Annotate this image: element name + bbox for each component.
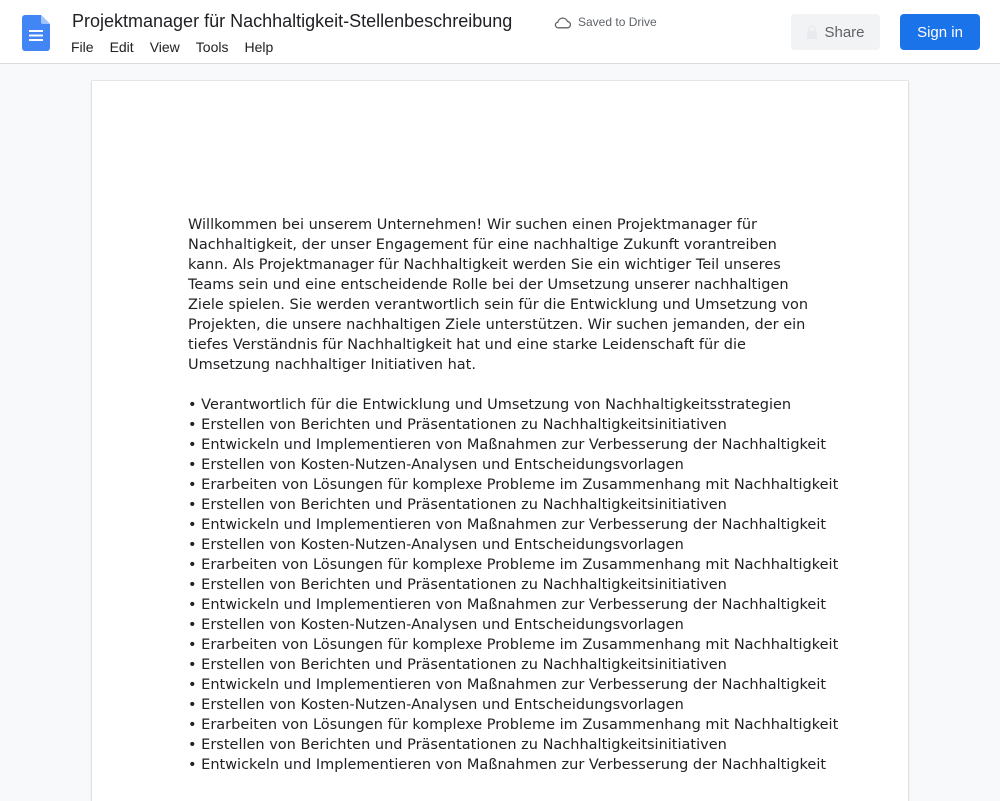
sign-in-button[interactable]: Sign in — [900, 14, 980, 50]
top-bar — [0, 0, 1000, 64]
responsibilities-list — [188, 395, 839, 775]
list-item: • Verantwortlich für die Entwicklung und Umsetzung von Nachhaltigkeitsstrategien — [188, 397, 792, 413]
list-item: • Entwickeln und Implementieren von Maßnahmen zur Verbesserung der Nachhaltigkeit — [188, 597, 827, 613]
document-body — [188, 215, 839, 775]
list-item: • Entwickeln und Implementieren von Maßnahmen zur Verbesserung der Nachhaltigkeit — [188, 757, 827, 773]
list-item: • Erarbeiten von Lösungen für komplexe Probleme im Zusammenhang mit Nachhaltigkeit — [188, 717, 839, 733]
save-status-label: Saved to Drive — [578, 15, 657, 29]
list-item: • Entwickeln und Implementieren von Maßnahmen zur Verbesserung der Nachhaltigkeit — [188, 677, 827, 693]
list-item: • Erstellen von Kosten-Nutzen-Analysen und Entscheidungsvorlagen — [188, 617, 684, 633]
list-item: • Erstellen von Kosten-Nutzen-Analysen und Entscheidungsvorlagen — [188, 697, 684, 713]
menu-file[interactable]: File — [71, 39, 94, 55]
docs-logo-icon[interactable] — [22, 15, 50, 51]
list-item: • Entwickeln und Implementieren von Maßnahmen zur Verbesserung der Nachhaltigkeit — [188, 517, 827, 533]
list-item: • Erstellen von Berichten und Präsentationen zu Nachhaltigkeitsinitiativen — [188, 657, 727, 673]
intro-paragraph: Willkommen bei unserem Unternehmen! Wir suchen einen Projektmanager für Nachhaltigkeit, der unser Engagement für eine nachhaltige Zukunft vorantreiben kann. Als Projektmanager für Nachhaltigkeit werden Sie ein wichtiger Teil unseres Teams sein und eine entscheidende Rolle bei der Umsetzung unserer nachhaltigen Ziele spielen. Sie werden verantwortlich sein für die Entwicklung und Umsetzung von Projekten, die unsere nachhaltigen Ziele unterstützen. Wir suchen jemanden, der ein tiefes Verständnis für Nachhaltigkeit hat und eine starke Leidenschaft für die Umsetzung nachhaltiger Initiativen hat. — [188, 217, 809, 373]
list-item: • Erstellen von Berichten und Präsentationen zu Nachhaltigkeitsinitiativen — [188, 577, 727, 593]
cloud-done-icon — [554, 16, 571, 29]
list-item: • Erstellen von Berichten und Präsentationen zu Nachhaltigkeitsinitiativen — [188, 737, 727, 753]
share-button-label: Share — [824, 23, 865, 41]
list-item: • Erstellen von Kosten-Nutzen-Analysen und Entscheidungsvorlagen — [188, 457, 684, 473]
menu-bar — [63, 38, 281, 58]
lock-icon — [806, 25, 818, 39]
save-status — [554, 14, 657, 30]
document-page — [92, 81, 908, 801]
menu-view[interactable]: View — [149, 39, 180, 55]
menu-edit[interactable]: Edit — [109, 39, 134, 55]
document-title[interactable]: Projektmanager für Nachhaltigkeit-Stellenbeschreibung — [72, 11, 513, 31]
menu-help[interactable]: Help — [244, 39, 274, 55]
list-item: • Erarbeiten von Lösungen für komplexe Probleme im Zusammenhang mit Nachhaltigkeit — [188, 637, 839, 653]
list-item: • Erarbeiten von Lösungen für komplexe Probleme im Zusammenhang mit Nachhaltigkeit — [188, 557, 839, 573]
list-item: • Erarbeiten von Lösungen für komplexe Probleme im Zusammenhang mit Nachhaltigkeit — [188, 477, 839, 493]
list-item: • Erstellen von Berichten und Präsentationen zu Nachhaltigkeitsinitiativen — [188, 497, 727, 513]
menu-tools[interactable]: Tools — [195, 39, 229, 55]
list-item: • Erstellen von Berichten und Präsentationen zu Nachhaltigkeitsinitiativen — [188, 417, 727, 433]
share-button[interactable] — [791, 14, 880, 50]
list-item: • Entwickeln und Implementieren von Maßnahmen zur Verbesserung der Nachhaltigkeit — [188, 437, 827, 453]
list-item: • Erstellen von Kosten-Nutzen-Analysen und Entscheidungsvorlagen — [188, 537, 684, 553]
